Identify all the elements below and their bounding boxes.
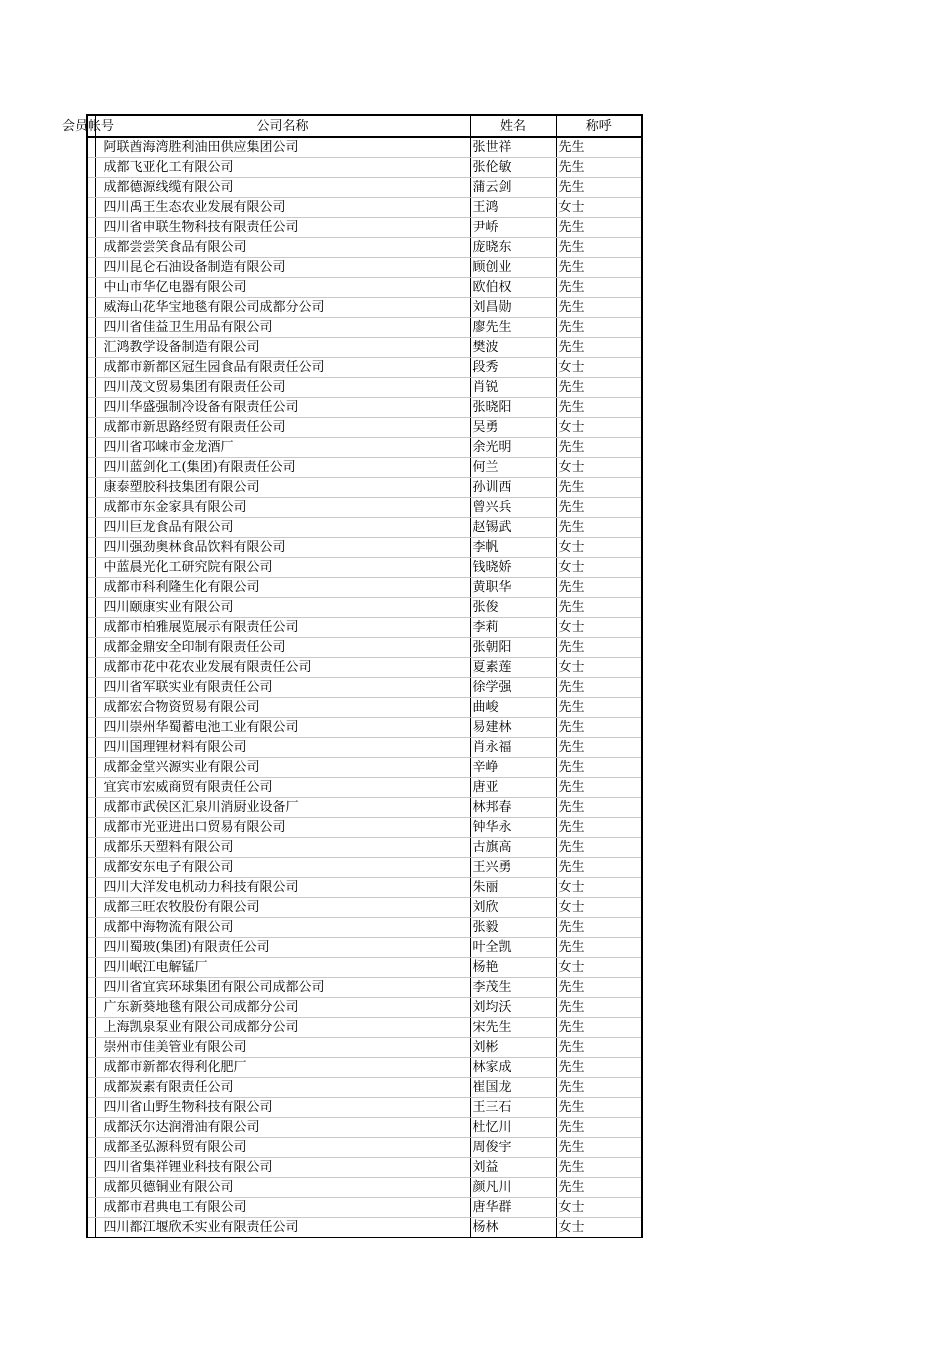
title-cell: 女士 xyxy=(556,958,642,978)
member-id-cell xyxy=(87,158,95,178)
table-row xyxy=(87,438,642,458)
name-cell: 宋先生 xyxy=(470,1018,556,1038)
member-id-cell xyxy=(87,958,95,978)
name-cell: 段秀 xyxy=(470,358,556,378)
table-row xyxy=(87,338,642,358)
name-cell: 张朝阳 xyxy=(470,638,556,658)
name-cell: 易建林 xyxy=(470,718,556,738)
name-cell: 张俊 xyxy=(470,598,556,618)
title-cell: 先生 xyxy=(556,318,642,338)
table-body xyxy=(87,137,642,1238)
title-cell: 先生 xyxy=(556,1018,642,1038)
member-id-cell xyxy=(87,1138,95,1158)
name-cell: 王三石 xyxy=(470,1098,556,1118)
name-cell: 肖锐 xyxy=(470,378,556,398)
company-cell: 成都市花中花农业发展有限责任公司 xyxy=(95,658,470,678)
table-row xyxy=(87,318,642,338)
member-id-cell xyxy=(87,198,95,218)
member-id-cell xyxy=(87,818,95,838)
member-id-cell xyxy=(87,278,95,298)
title-cell: 先生 xyxy=(556,1078,642,1098)
table-row xyxy=(87,778,642,798)
name-cell: 尹峤 xyxy=(470,218,556,238)
member-id-cell xyxy=(87,338,95,358)
table-row xyxy=(87,158,642,178)
table-row xyxy=(87,1098,642,1118)
member-id-cell xyxy=(87,458,95,478)
table-row xyxy=(87,898,642,918)
table-row xyxy=(87,478,642,498)
company-cell: 成都贝德铜业有限公司 xyxy=(95,1178,470,1198)
member-id-cell xyxy=(87,638,95,658)
company-cell: 阿联酋海湾胜利油田供应集团公司 xyxy=(95,137,470,158)
member-id-cell xyxy=(87,758,95,778)
company-cell: 威海山花华宝地毯有限公司成都分公司 xyxy=(95,298,470,318)
name-cell: 刘欣 xyxy=(470,898,556,918)
name-cell: 蒲云剑 xyxy=(470,178,556,198)
title-cell: 女士 xyxy=(556,898,642,918)
company-cell: 四川省申联生物科技有限责任公司 xyxy=(95,218,470,238)
member-id-cell xyxy=(87,858,95,878)
company-cell: 成都中海物流有限公司 xyxy=(95,918,470,938)
company-cell: 成都市科利隆生化有限公司 xyxy=(95,578,470,598)
table-row xyxy=(87,1118,642,1138)
member-id-cell xyxy=(87,938,95,958)
name-cell: 张晓阳 xyxy=(470,398,556,418)
name-cell: 古旗高 xyxy=(470,838,556,858)
company-cell: 成都市武侯区汇泉川消厨业设备厂 xyxy=(95,798,470,818)
title-cell: 先生 xyxy=(556,698,642,718)
table-row xyxy=(87,718,642,738)
company-cell: 成都圣弘源科贸有限公司 xyxy=(95,1138,470,1158)
header-row xyxy=(87,115,642,137)
title-cell: 先生 xyxy=(556,258,642,278)
company-cell: 宜宾市宏威商贸有限责任公司 xyxy=(95,778,470,798)
table-row xyxy=(87,858,642,878)
name-cell: 刘彬 xyxy=(470,1038,556,1058)
member-id-cell xyxy=(87,137,95,158)
title-cell: 先生 xyxy=(556,498,642,518)
name-cell: 张世祥 xyxy=(470,137,556,158)
company-cell: 四川都江堰欣禾实业有限责任公司 xyxy=(95,1218,470,1238)
company-cell: 四川省宜宾环球集团有限公司成都公司 xyxy=(95,978,470,998)
contact-table xyxy=(86,114,643,1238)
name-cell: 顾创业 xyxy=(470,258,556,278)
member-id-cell xyxy=(87,1098,95,1118)
title-cell: 先生 xyxy=(556,998,642,1018)
member-id-cell xyxy=(87,478,95,498)
title-cell: 先生 xyxy=(556,718,642,738)
title-cell: 先生 xyxy=(556,1038,642,1058)
member-id-cell xyxy=(87,438,95,458)
table-row xyxy=(87,178,642,198)
title-cell: 女士 xyxy=(556,458,642,478)
table-row xyxy=(87,638,642,658)
name-cell: 周俊宇 xyxy=(470,1138,556,1158)
title-cell: 先生 xyxy=(556,598,642,618)
member-id-cell xyxy=(87,918,95,938)
title-cell: 先生 xyxy=(556,238,642,258)
table-row xyxy=(87,658,642,678)
name-cell: 何兰 xyxy=(470,458,556,478)
table-row xyxy=(87,137,642,158)
member-id-cell xyxy=(87,358,95,378)
table-row xyxy=(87,298,642,318)
name-cell: 李帆 xyxy=(470,538,556,558)
company-cell: 成都市光亚进出口贸易有限公司 xyxy=(95,818,470,838)
title-cell: 先生 xyxy=(556,758,642,778)
table-row xyxy=(87,198,642,218)
member-id-cell xyxy=(87,778,95,798)
member-id-cell xyxy=(87,498,95,518)
company-cell: 汇鸿教学设备制造有限公司 xyxy=(95,338,470,358)
member-id-cell xyxy=(87,218,95,238)
name-cell: 吴勇 xyxy=(470,418,556,438)
company-cell: 四川蜀玻(集团)有限责任公司 xyxy=(95,938,470,958)
table-row xyxy=(87,1138,642,1158)
member-id-cell xyxy=(87,658,95,678)
company-cell: 广东新葵地毯有限公司成都分公司 xyxy=(95,998,470,1018)
title-cell: 先生 xyxy=(556,918,642,938)
name-cell: 曲峻 xyxy=(470,698,556,718)
name-cell: 曾兴兵 xyxy=(470,498,556,518)
table-row xyxy=(87,558,642,578)
name-cell: 刘益 xyxy=(470,1158,556,1178)
member-id-cell xyxy=(87,578,95,598)
name-cell: 樊波 xyxy=(470,338,556,358)
member-id-cell xyxy=(87,838,95,858)
table-row xyxy=(87,938,642,958)
table-row xyxy=(87,1078,642,1098)
title-cell: 先生 xyxy=(556,158,642,178)
member-id-cell xyxy=(87,898,95,918)
title-cell: 女士 xyxy=(556,358,642,378)
name-header: 姓名 xyxy=(470,115,556,137)
name-cell: 叶全凯 xyxy=(470,938,556,958)
member-id-cell xyxy=(87,678,95,698)
company-cell: 四川省佳益卫生用品有限公司 xyxy=(95,318,470,338)
company-cell: 四川省集祥锂业科技有限公司 xyxy=(95,1158,470,1178)
company-cell: 四川禹王生态农业发展有限公司 xyxy=(95,198,470,218)
title-cell: 先生 xyxy=(556,278,642,298)
name-cell: 钱晓娇 xyxy=(470,558,556,578)
title-cell: 先生 xyxy=(556,858,642,878)
table-row xyxy=(87,1198,642,1218)
title-cell: 先生 xyxy=(556,738,642,758)
table-row xyxy=(87,458,642,478)
title-cell: 先生 xyxy=(556,218,642,238)
table-row xyxy=(87,618,642,638)
name-cell: 王鸿 xyxy=(470,198,556,218)
name-cell: 张伦敏 xyxy=(470,158,556,178)
name-cell: 黄职华 xyxy=(470,578,556,598)
title-cell: 女士 xyxy=(556,418,642,438)
member-id-cell xyxy=(87,1198,95,1218)
member-id-cell xyxy=(87,538,95,558)
title-cell: 先生 xyxy=(556,978,642,998)
title-cell: 先生 xyxy=(556,518,642,538)
company-cell: 中蓝晨光化工研究院有限公司 xyxy=(95,558,470,578)
table-row xyxy=(87,918,642,938)
member-id-cell xyxy=(87,518,95,538)
title-cell: 先生 xyxy=(556,137,642,158)
name-cell: 杨艳 xyxy=(470,958,556,978)
member-id-cell xyxy=(87,718,95,738)
spreadsheet xyxy=(86,114,643,1238)
member-id-cell xyxy=(87,398,95,418)
table-row xyxy=(87,1178,642,1198)
title-cell: 女士 xyxy=(556,558,642,578)
company-cell: 四川巨龙食品有限公司 xyxy=(95,518,470,538)
company-cell: 四川省山野生物科技有限公司 xyxy=(95,1098,470,1118)
table-row xyxy=(87,218,642,238)
title-cell: 女士 xyxy=(556,538,642,558)
table-row xyxy=(87,498,642,518)
title-cell: 先生 xyxy=(556,798,642,818)
title-cell: 先生 xyxy=(556,378,642,398)
name-cell: 唐亚 xyxy=(470,778,556,798)
table-row xyxy=(87,518,642,538)
title-cell: 先生 xyxy=(556,1098,642,1118)
table-row xyxy=(87,1058,642,1078)
title-cell: 先生 xyxy=(556,638,642,658)
name-cell: 余光明 xyxy=(470,438,556,458)
company-cell: 成都飞亚化工有限公司 xyxy=(95,158,470,178)
table-row xyxy=(87,538,642,558)
company-cell: 成都尝尝笑食品有限公司 xyxy=(95,238,470,258)
title-cell: 先生 xyxy=(556,778,642,798)
title-cell: 先生 xyxy=(556,438,642,458)
name-cell: 朱丽 xyxy=(470,878,556,898)
name-cell: 杨林 xyxy=(470,1218,556,1238)
company-cell: 成都德源线缆有限公司 xyxy=(95,178,470,198)
company-cell: 崇州市佳美管业有限公司 xyxy=(95,1038,470,1058)
table-row xyxy=(87,598,642,618)
member-id-cell xyxy=(87,238,95,258)
member-id-cell xyxy=(87,978,95,998)
title-cell: 先生 xyxy=(556,1058,642,1078)
member-id-cell xyxy=(87,1218,95,1238)
table-row xyxy=(87,418,642,438)
company-cell: 成都宏合物资贸易有限公司 xyxy=(95,698,470,718)
table-row xyxy=(87,1218,642,1238)
title-cell: 女士 xyxy=(556,1198,642,1218)
company-cell: 成都沃尔达润滑油有限公司 xyxy=(95,1118,470,1138)
table-row xyxy=(87,818,642,838)
title-cell: 先生 xyxy=(556,1178,642,1198)
name-cell: 徐学强 xyxy=(470,678,556,698)
table-row xyxy=(87,958,642,978)
company-cell: 成都市新都区冠生园食品有限责任公司 xyxy=(95,358,470,378)
name-cell: 赵锡武 xyxy=(470,518,556,538)
member-id-cell xyxy=(87,698,95,718)
member-id-header: 会员帐号 xyxy=(62,119,115,134)
name-cell: 林家成 xyxy=(470,1058,556,1078)
name-cell: 李茂生 xyxy=(470,978,556,998)
company-cell: 四川国理锂材料有限公司 xyxy=(95,738,470,758)
name-cell: 孙训西 xyxy=(470,478,556,498)
member-id-cell xyxy=(87,598,95,618)
company-cell: 四川崇州华蜀蓄电池工业有限公司 xyxy=(95,718,470,738)
company-cell: 四川颐康实业有限公司 xyxy=(95,598,470,618)
name-cell: 钟华永 xyxy=(470,818,556,838)
title-cell: 先生 xyxy=(556,678,642,698)
member-id-cell xyxy=(87,618,95,638)
member-id-cell xyxy=(87,1158,95,1178)
table-row xyxy=(87,978,642,998)
company-cell: 成都三旺农牧股份有限公司 xyxy=(95,898,470,918)
table-row xyxy=(87,1038,642,1058)
table-row xyxy=(87,838,642,858)
name-cell: 王兴勇 xyxy=(470,858,556,878)
name-cell: 辛峥 xyxy=(470,758,556,778)
title-cell: 先生 xyxy=(556,478,642,498)
company-cell: 成都安东电子有限公司 xyxy=(95,858,470,878)
member-id-cell xyxy=(87,998,95,1018)
name-cell: 颜凡川 xyxy=(470,1178,556,1198)
title-cell: 先生 xyxy=(556,938,642,958)
company-cell: 成都市新思路经贸有限责任公司 xyxy=(95,418,470,438)
company-cell: 成都市新都农得利化肥厂 xyxy=(95,1058,470,1078)
name-cell: 唐华群 xyxy=(470,1198,556,1218)
title-header: 称呼 xyxy=(556,115,642,137)
company-cell: 四川省军联实业有限责任公司 xyxy=(95,678,470,698)
title-cell: 女士 xyxy=(556,878,642,898)
table-row xyxy=(87,738,642,758)
name-cell: 刘昌勋 xyxy=(470,298,556,318)
company-cell: 四川大洋发电机动力科技有限公司 xyxy=(95,878,470,898)
title-cell: 先生 xyxy=(556,818,642,838)
table-row xyxy=(87,358,642,378)
company-cell: 成都乐天塑料有限公司 xyxy=(95,838,470,858)
member-id-cell xyxy=(87,1078,95,1098)
member-id-cell xyxy=(87,1058,95,1078)
name-cell: 庞晓东 xyxy=(470,238,556,258)
table-row xyxy=(87,678,642,698)
member-id-cell xyxy=(87,318,95,338)
member-id-cell xyxy=(87,378,95,398)
title-cell: 先生 xyxy=(556,1118,642,1138)
name-cell: 欧伯权 xyxy=(470,278,556,298)
member-id-cell xyxy=(87,798,95,818)
title-cell: 女士 xyxy=(556,618,642,638)
table-row xyxy=(87,698,642,718)
company-cell: 成都金鼎安全印制有限责任公司 xyxy=(95,638,470,658)
table-row xyxy=(87,258,642,278)
name-cell: 张毅 xyxy=(470,918,556,938)
name-cell: 肖永福 xyxy=(470,738,556,758)
member-id-cell xyxy=(87,1018,95,1038)
title-cell: 先生 xyxy=(556,398,642,418)
company-cell: 上海凯泉泵业有限公司成都分公司 xyxy=(95,1018,470,1038)
table-row xyxy=(87,1158,642,1178)
name-cell: 夏素莲 xyxy=(470,658,556,678)
title-cell: 女士 xyxy=(556,1218,642,1238)
table-row xyxy=(87,1018,642,1038)
company-cell: 四川岷江电解锰厂 xyxy=(95,958,470,978)
member-id-cell xyxy=(87,878,95,898)
member-id-cell xyxy=(87,1178,95,1198)
member-id-cell xyxy=(87,738,95,758)
name-cell: 杜忆川 xyxy=(470,1118,556,1138)
table-row xyxy=(87,398,642,418)
name-cell: 刘均沃 xyxy=(470,998,556,1018)
table-row xyxy=(87,878,642,898)
member-id-cell xyxy=(87,1038,95,1058)
name-cell: 崔国龙 xyxy=(470,1078,556,1098)
company-cell: 四川华盛强制冷设备有限责任公司 xyxy=(95,398,470,418)
title-cell: 女士 xyxy=(556,198,642,218)
member-id-cell xyxy=(87,1118,95,1138)
title-cell: 先生 xyxy=(556,338,642,358)
company-cell: 中山市华亿电器有限公司 xyxy=(95,278,470,298)
member-id-cell xyxy=(87,178,95,198)
member-id-cell xyxy=(87,298,95,318)
title-cell: 先生 xyxy=(556,178,642,198)
member-id-cell xyxy=(87,258,95,278)
company-cell: 成都炭素有限责任公司 xyxy=(95,1078,470,1098)
title-cell: 先生 xyxy=(556,578,642,598)
title-cell: 先生 xyxy=(556,298,642,318)
company-cell: 四川茂文贸易集团有限责任公司 xyxy=(95,378,470,398)
table-row xyxy=(87,758,642,778)
company-cell: 成都市东金家具有限公司 xyxy=(95,498,470,518)
name-cell: 林邦春 xyxy=(470,798,556,818)
title-cell: 女士 xyxy=(556,658,642,678)
name-cell: 廖先生 xyxy=(470,318,556,338)
company-cell: 四川蓝剑化工(集团)有限责任公司 xyxy=(95,458,470,478)
company-cell: 四川强劲奥林食品饮料有限公司 xyxy=(95,538,470,558)
company-cell: 成都市柏雅展览展示有限责任公司 xyxy=(95,618,470,638)
title-cell: 先生 xyxy=(556,838,642,858)
table-row xyxy=(87,378,642,398)
name-cell: 李莉 xyxy=(470,618,556,638)
table-row xyxy=(87,578,642,598)
table-row xyxy=(87,998,642,1018)
company-header: 公司名称 xyxy=(95,115,470,137)
table-row xyxy=(87,798,642,818)
company-cell: 四川昆仑石油设备制造有限公司 xyxy=(95,258,470,278)
company-cell: 成都市君典电工有限公司 xyxy=(95,1198,470,1218)
company-cell: 成都金堂兴源实业有限公司 xyxy=(95,758,470,778)
member-id-cell xyxy=(87,418,95,438)
company-cell: 康泰塑胶科技集团有限公司 xyxy=(95,478,470,498)
table-row xyxy=(87,238,642,258)
member-id-cell xyxy=(87,558,95,578)
table-row xyxy=(87,278,642,298)
title-cell: 先生 xyxy=(556,1158,642,1178)
company-cell: 四川省邛崃市金龙酒厂 xyxy=(95,438,470,458)
title-cell: 先生 xyxy=(556,1138,642,1158)
